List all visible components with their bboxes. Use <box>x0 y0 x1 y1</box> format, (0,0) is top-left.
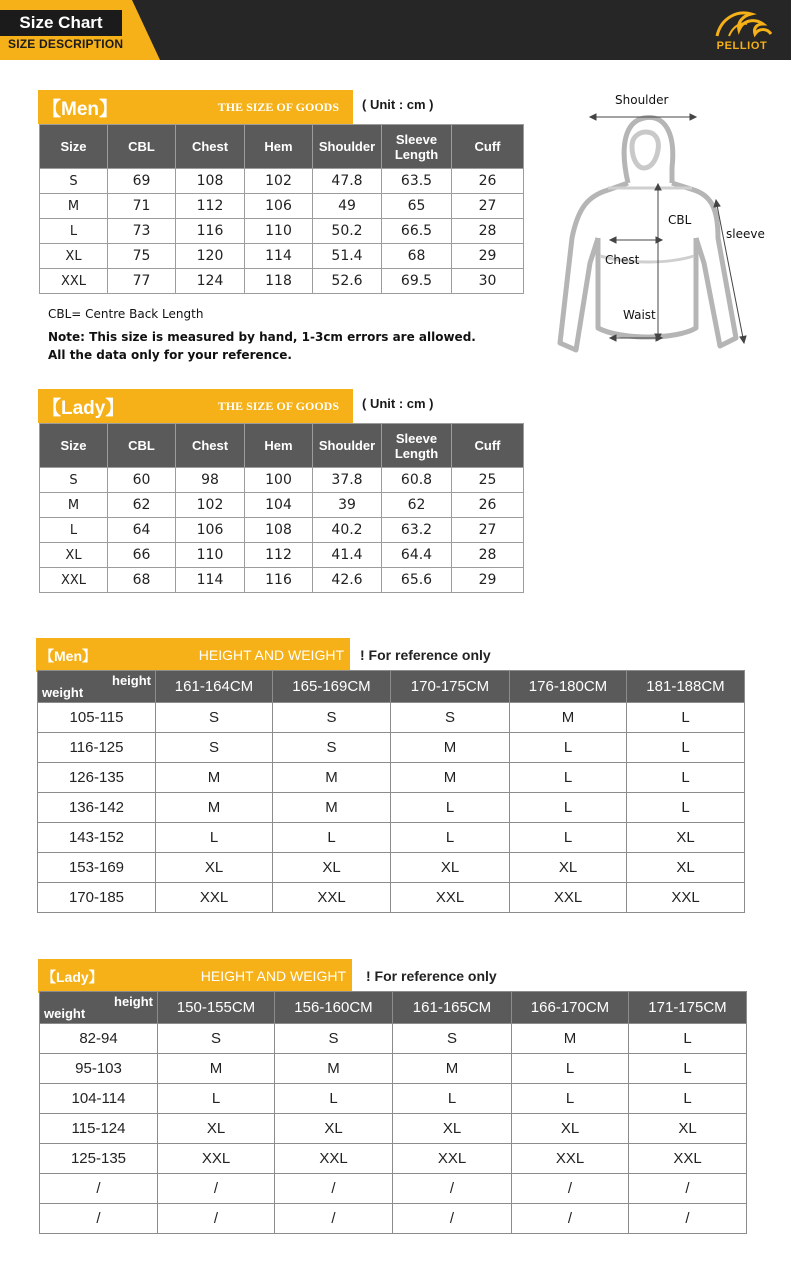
table-cell: S <box>273 733 391 763</box>
table-cell: M <box>391 763 510 793</box>
table-cell: 73 <box>108 219 176 244</box>
column-header: 165-169CM <box>273 671 391 703</box>
table-cell: XL <box>627 823 745 853</box>
cbl-note: CBL= Centre Back Length <box>48 307 204 321</box>
table-cell: 110 <box>176 543 245 568</box>
page-title: Size Chart <box>0 10 122 36</box>
table-row <box>38 853 745 883</box>
table-cell: S <box>40 468 108 493</box>
table-cell: XL <box>273 853 391 883</box>
table-cell: XL <box>510 853 627 883</box>
column-header: Size <box>40 125 108 169</box>
table-cell: XXL <box>391 883 510 913</box>
table-cell: 115-124 <box>40 1114 158 1144</box>
table-cell: 63.5 <box>382 169 452 194</box>
table-cell: S <box>40 169 108 194</box>
table-cell: 63.2 <box>382 518 452 543</box>
table-cell: L <box>510 793 627 823</box>
table-cell: 65.6 <box>382 568 452 593</box>
table-cell: XL <box>40 244 108 269</box>
table-row <box>40 169 524 194</box>
table-cell: 82-94 <box>40 1024 158 1054</box>
table-cell: / <box>40 1204 158 1234</box>
table-cell: 108 <box>176 169 245 194</box>
table-header-row <box>40 992 747 1024</box>
table-cell: S <box>156 733 273 763</box>
men-size-tag-sub: THE SIZE OF GOODS <box>217 100 339 114</box>
diagram-label-shoulder: Shoulder <box>615 93 669 107</box>
table-cell: 66.5 <box>382 219 452 244</box>
column-header: CBL <box>108 125 176 169</box>
table-cell: XL <box>156 853 273 883</box>
column-header: Shoulder <box>313 125 382 169</box>
men-hw-tag-sub: HEIGHT AND WEIGHT <box>198 647 344 663</box>
table-row <box>40 194 524 219</box>
column-header: Hem <box>245 125 313 169</box>
table-cell: M <box>40 194 108 219</box>
table-row <box>38 733 745 763</box>
table-cell: 170-185 <box>38 883 156 913</box>
table-row <box>38 763 745 793</box>
column-header: Chest <box>176 125 245 169</box>
header-bar <box>0 0 791 60</box>
measure-note: Note: This size is measured by hand, 1-3cm errors are allowed. <box>48 330 476 344</box>
lady-size-table <box>39 423 524 593</box>
table-cell: 50.2 <box>313 219 382 244</box>
corner-weight-label: weight <box>44 1006 86 1021</box>
column-header: Cuff <box>452 125 524 169</box>
table-cell: XXL <box>627 883 745 913</box>
table-cell: / <box>629 1174 747 1204</box>
table-row <box>40 269 524 294</box>
table-cell: M <box>273 793 391 823</box>
column-header: 181-188CM <box>627 671 745 703</box>
table-cell: XXL <box>158 1144 275 1174</box>
table-cell: 29 <box>452 244 524 269</box>
table-row <box>40 1174 747 1204</box>
table-cell: M <box>158 1054 275 1084</box>
men-size-tag-name: 【Men】 <box>42 99 119 120</box>
table-cell: 60 <box>108 468 176 493</box>
table-cell: XL <box>391 853 510 883</box>
table-cell: XL <box>627 853 745 883</box>
table-cell: / <box>393 1204 512 1234</box>
table-cell: / <box>393 1174 512 1204</box>
table-cell: L <box>158 1084 275 1114</box>
column-header: CBL <box>108 424 176 468</box>
table-cell: M <box>273 763 391 793</box>
table-cell: 114 <box>176 568 245 593</box>
table-cell: L <box>156 823 273 853</box>
table-row <box>40 219 524 244</box>
lady-size-tag <box>38 389 353 423</box>
table-cell: L <box>512 1054 629 1084</box>
table-cell: / <box>275 1204 393 1234</box>
table-cell: 64 <box>108 518 176 543</box>
table-cell: 27 <box>452 518 524 543</box>
table-cell: XXL <box>275 1144 393 1174</box>
reference-note: All the data only for your reference. <box>48 348 292 362</box>
table-cell: 26 <box>452 169 524 194</box>
table-cell: 64.4 <box>382 543 452 568</box>
table-cell: 71 <box>108 194 176 219</box>
table-cell: M <box>393 1054 512 1084</box>
table-cell: L <box>627 733 745 763</box>
table-row <box>38 823 745 853</box>
table-cell: XL <box>158 1114 275 1144</box>
column-header: Shoulder <box>313 424 382 468</box>
diagram-label-sleeve: sleeve <box>726 227 765 241</box>
table-cell: 108 <box>245 518 313 543</box>
table-row <box>38 793 745 823</box>
table-cell: 106 <box>176 518 245 543</box>
table-cell: / <box>158 1174 275 1204</box>
table-cell: M <box>40 493 108 518</box>
jacket-diagram <box>548 88 783 363</box>
table-cell: / <box>512 1204 629 1234</box>
table-row <box>40 493 524 518</box>
table-cell: / <box>275 1174 393 1204</box>
table-row <box>40 1144 747 1174</box>
jacket-outline-icon <box>548 88 783 363</box>
table-cell: 68 <box>382 244 452 269</box>
table-cell: 120 <box>176 244 245 269</box>
men-hw-ref-note: ! For reference only <box>360 647 491 663</box>
table-cell: M <box>510 703 627 733</box>
table-row <box>38 883 745 913</box>
table-cell: 40.2 <box>313 518 382 543</box>
lady-hw-tag <box>38 959 352 993</box>
diagram-label-waist: Waist <box>623 308 656 322</box>
column-header: 171-175CM <box>629 992 747 1024</box>
column-header: Size <box>40 424 108 468</box>
men-size-tag <box>38 90 353 124</box>
table-cell: 98 <box>176 468 245 493</box>
table-cell: L <box>510 763 627 793</box>
table-row <box>40 1084 747 1114</box>
table-cell: L <box>40 219 108 244</box>
table-cell: L <box>512 1084 629 1114</box>
table-cell: L <box>40 518 108 543</box>
table-cell: 28 <box>452 219 524 244</box>
table-cell: M <box>275 1054 393 1084</box>
column-header: Sleeve Length <box>382 125 452 169</box>
table-cell: S <box>393 1024 512 1054</box>
men-unit-note: ( Unit : cm ) <box>362 97 434 112</box>
table-row <box>40 1054 747 1084</box>
column-header: Chest <box>176 424 245 468</box>
corner-weight-label: weight <box>42 685 84 700</box>
table-cell: 114 <box>245 244 313 269</box>
table-cell: / <box>158 1204 275 1234</box>
column-header: 166-170CM <box>512 992 629 1024</box>
table-cell: 26 <box>452 493 524 518</box>
table-cell: M <box>391 733 510 763</box>
table-cell: 118 <box>245 269 313 294</box>
table-cell: XL <box>512 1114 629 1144</box>
table-cell: XXL <box>393 1144 512 1174</box>
men-height-weight-table <box>37 670 745 913</box>
table-cell: XXL <box>510 883 627 913</box>
table-cell: S <box>158 1024 275 1054</box>
men-size-table <box>39 124 524 294</box>
lady-unit-note: ( Unit : cm ) <box>362 396 434 411</box>
table-header-row <box>40 424 524 468</box>
table-row <box>40 1024 747 1054</box>
table-row <box>40 468 524 493</box>
lady-hw-tag-name: 【Lady】 <box>42 969 103 985</box>
table-cell: 116 <box>245 568 313 593</box>
diagram-label-chest: Chest <box>605 253 640 267</box>
table-cell: L <box>391 793 510 823</box>
table-cell: 69.5 <box>382 269 452 294</box>
lady-hw-tag-sub: HEIGHT AND WEIGHT <box>200 968 346 984</box>
table-cell: M <box>156 763 273 793</box>
table-cell: XXL <box>273 883 391 913</box>
table-cell: L <box>627 703 745 733</box>
table-cell: 116-125 <box>38 733 156 763</box>
column-header: 170-175CM <box>391 671 510 703</box>
table-row <box>40 518 524 543</box>
table-cell: XXL <box>512 1144 629 1174</box>
brand-name: PELLIOT <box>716 40 768 52</box>
table-corner-cell <box>40 992 158 1024</box>
table-cell: L <box>627 763 745 793</box>
table-cell: L <box>510 823 627 853</box>
table-cell: 62 <box>108 493 176 518</box>
table-cell: 77 <box>108 269 176 294</box>
table-corner-cell <box>38 671 156 703</box>
table-cell: 41.4 <box>313 543 382 568</box>
table-cell: L <box>393 1084 512 1114</box>
table-cell: / <box>629 1204 747 1234</box>
table-cell: S <box>273 703 391 733</box>
table-cell: 75 <box>108 244 176 269</box>
table-cell: 42.6 <box>313 568 382 593</box>
table-cell: 105-115 <box>38 703 156 733</box>
table-cell: 27 <box>452 194 524 219</box>
table-row <box>40 1204 747 1234</box>
brand-logo <box>707 6 777 54</box>
table-cell: S <box>156 703 273 733</box>
table-cell: XXL <box>156 883 273 913</box>
corner-height-label: height <box>112 673 151 688</box>
table-cell: 65 <box>382 194 452 219</box>
table-cell: L <box>273 823 391 853</box>
table-cell: 143-152 <box>38 823 156 853</box>
table-cell: 124 <box>176 269 245 294</box>
table-cell: L <box>510 733 627 763</box>
table-row <box>40 1114 747 1144</box>
table-cell: XL <box>275 1114 393 1144</box>
table-cell: 28 <box>452 543 524 568</box>
table-cell: L <box>627 793 745 823</box>
corner-height-label: height <box>114 994 153 1009</box>
table-cell: 116 <box>176 219 245 244</box>
lady-hw-ref-note: ! For reference only <box>366 968 497 984</box>
table-cell: 102 <box>176 493 245 518</box>
table-cell: 104-114 <box>40 1084 158 1114</box>
men-hw-tag <box>36 638 350 672</box>
table-cell: 104 <box>245 493 313 518</box>
table-cell: M <box>512 1024 629 1054</box>
table-cell: 110 <box>245 219 313 244</box>
table-cell: 68 <box>108 568 176 593</box>
lady-height-weight-table <box>39 991 747 1234</box>
table-cell: 49 <box>313 194 382 219</box>
table-cell: / <box>512 1174 629 1204</box>
table-cell: XL <box>40 543 108 568</box>
column-header: 161-164CM <box>156 671 273 703</box>
column-header: Sleeve Length <box>382 424 452 468</box>
column-header: Hem <box>245 424 313 468</box>
table-cell: L <box>629 1054 747 1084</box>
table-cell: 125-135 <box>40 1144 158 1174</box>
lady-size-tag-name: 【Lady】 <box>42 398 125 419</box>
lady-size-tag-sub: THE SIZE OF GOODS <box>217 399 339 413</box>
table-cell: L <box>629 1024 747 1054</box>
table-cell: XXL <box>629 1144 747 1174</box>
table-cell: L <box>629 1084 747 1114</box>
table-cell: / <box>40 1174 158 1204</box>
table-cell: 136-142 <box>38 793 156 823</box>
table-cell: 102 <box>245 169 313 194</box>
table-cell: 112 <box>245 543 313 568</box>
table-cell: 100 <box>245 468 313 493</box>
table-cell: 29 <box>452 568 524 593</box>
table-cell: 25 <box>452 468 524 493</box>
table-row <box>40 568 524 593</box>
page-subtitle: SIZE DESCRIPTION <box>8 37 124 51</box>
table-cell: 66 <box>108 543 176 568</box>
table-cell: 51.4 <box>313 244 382 269</box>
table-cell: 95-103 <box>40 1054 158 1084</box>
table-cell: 37.8 <box>313 468 382 493</box>
table-row <box>40 543 524 568</box>
table-cell: XXL <box>40 269 108 294</box>
table-cell: XXL <box>40 568 108 593</box>
column-header: 150-155CM <box>158 992 275 1024</box>
men-hw-tag-name: 【Men】 <box>40 648 96 664</box>
table-cell: 153-169 <box>38 853 156 883</box>
table-cell: 30 <box>452 269 524 294</box>
table-cell: L <box>275 1084 393 1114</box>
table-cell: L <box>391 823 510 853</box>
column-header: 161-165CM <box>393 992 512 1024</box>
table-cell: 62 <box>382 493 452 518</box>
table-header-row <box>40 125 524 169</box>
table-cell: 47.8 <box>313 169 382 194</box>
table-cell: M <box>156 793 273 823</box>
table-cell: XL <box>393 1114 512 1144</box>
table-cell: 69 <box>108 169 176 194</box>
table-cell: 39 <box>313 493 382 518</box>
table-row <box>38 703 745 733</box>
table-row <box>40 244 524 269</box>
table-cell: XL <box>629 1114 747 1144</box>
table-cell: 112 <box>176 194 245 219</box>
table-cell: 60.8 <box>382 468 452 493</box>
column-header: 156-160CM <box>275 992 393 1024</box>
table-cell: 106 <box>245 194 313 219</box>
diagram-label-cbl: CBL <box>668 213 692 227</box>
column-header: 176-180CM <box>510 671 627 703</box>
column-header: Cuff <box>452 424 524 468</box>
table-header-row <box>38 671 745 703</box>
table-cell: 52.6 <box>313 269 382 294</box>
wave-logo-icon <box>707 6 777 40</box>
table-cell: S <box>391 703 510 733</box>
table-cell: S <box>275 1024 393 1054</box>
table-cell: 126-135 <box>38 763 156 793</box>
